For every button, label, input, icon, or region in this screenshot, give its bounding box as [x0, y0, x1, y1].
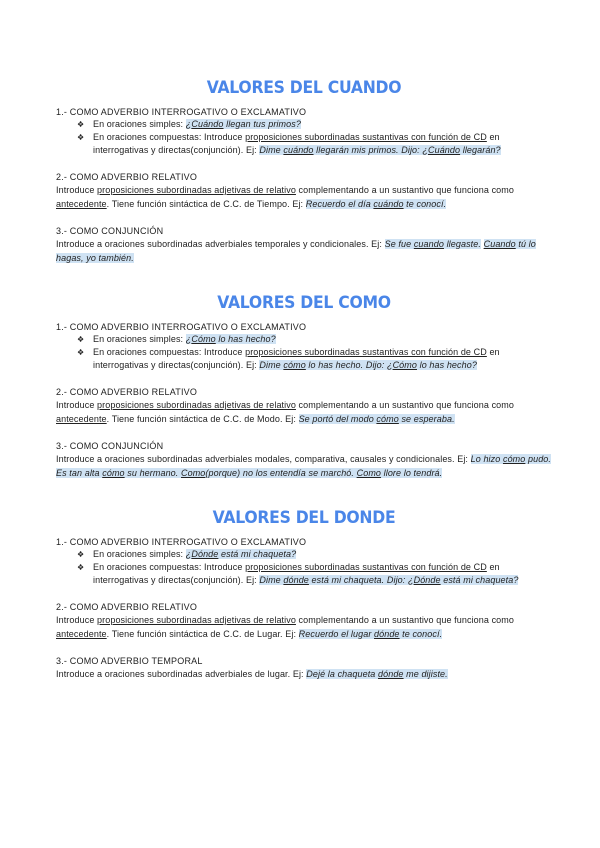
- cuando-item-conjuncion: [56, 225, 552, 265]
- como-item-interrogativo: [56, 321, 552, 372]
- como-item-conjuncion: [56, 440, 552, 480]
- item-paragraph: Introduce a oraciones subordinadas adverbiales modales, comparativa, causales y condicionales. Ej: Lo hizo cómo pudo. Es tan alta cómo su hermano. Como(porque) no los entendía se marchó. Como llore lo tendrá.: [56, 454, 552, 478]
- diamond-bullet-icon: ❖: [77, 550, 85, 559]
- diamond-bullet-icon: ❖: [77, 335, 85, 344]
- diamond-bullet-icon: ❖: [77, 133, 85, 142]
- item-heading: 3.- COMO CONJUNCIÓN: [56, 441, 164, 451]
- item-heading: 1.- COMO ADVERBIO INTERROGATIVO O EXCLAMATIVO: [56, 107, 307, 117]
- diamond-bullet-icon: ❖: [77, 563, 85, 572]
- bullet-list: [56, 118, 552, 157]
- item-paragraph: Introduce a oraciones subordinadas adverbiales de lugar. Ej: Dejé la chaqueta dónde me dijiste.: [56, 669, 448, 679]
- bullet-compuesta: ❖ En oraciones compuestas: Introduce proposiciones subordinadas sustantivas con función de CD en interrogativas y directas(conjunción). Ej: Dime cómo lo has hecho. Dijo: ¿Cómo lo has hecho?: [77, 347, 500, 370]
- cuando-item-relativo: [56, 171, 552, 211]
- item-paragraph: Introduce proposiciones subordinadas adjetivas de relativo complementando a un sustantivo que funciona como antecedente. Tiene función sintáctica de C.C. de Lugar. Ej: Recuerdo el lugar dónde te conocí.: [56, 615, 514, 639]
- como-item-relativo: [56, 386, 552, 426]
- item-heading: 3.- COMO ADVERBIO TEMPORAL: [56, 656, 203, 666]
- bullet-simple: ❖ En oraciones simples: ¿Dónde está mi chaqueta?: [77, 549, 297, 559]
- item-paragraph: Introduce a oraciones subordinadas adverbiales temporales y condicionales. Ej: Se fue cuando llegaste. Cuando tú lo hagas, yo también.: [56, 239, 536, 263]
- cuando-item-interrogativo: [56, 106, 552, 157]
- section-title-cuando: VALORES DEL CUANDO: [206, 78, 402, 98]
- diamond-bullet-icon: ❖: [77, 348, 85, 357]
- bullet-list: [56, 548, 552, 587]
- bullet-list: [56, 333, 552, 372]
- bullet-simple: ❖ En oraciones simples: ¿Cuándo llegan tus primos?: [77, 119, 301, 129]
- document-page: [56, 76, 552, 695]
- bullet-compuesta: ❖ En oraciones compuestas: Introduce proposiciones subordinadas sustantivas con función de CD en interrogativas y directas(conjunción). Ej: Dime cuándo llegarán mis primos. Dijo: ¿Cuándo llegarán?: [77, 132, 501, 155]
- diamond-bullet-icon: ❖: [77, 120, 85, 129]
- section-title-como: VALORES DEL COMO: [217, 293, 391, 313]
- item-heading: 1.- COMO ADVERBIO INTERROGATIVO O EXCLAMATIVO: [56, 537, 307, 547]
- item-heading: 1.- COMO ADVERBIO INTERROGATIVO O EXCLAMATIVO: [56, 322, 307, 332]
- section-title-donde: VALORES DEL DONDE: [212, 508, 396, 528]
- item-paragraph: Introduce proposiciones subordinadas adjetivas de relativo complementando a un sustantivo que funciona como antecedente. Tiene función sintáctica de C.C. de Tiempo. Ej: Recuerdo el día cuándo te conocí.: [56, 185, 514, 209]
- bullet-simple: ❖ En oraciones simples: ¿Cómo lo has hecho?: [77, 334, 276, 344]
- bullet-compuesta: ❖ En oraciones compuestas: Introduce proposiciones subordinadas sustantivas con función de CD en interrogativas y directas(conjunción). Ej: Dime dónde está mi chaqueta. Dijo: ¿Dónde está mi chaqueta?: [77, 562, 519, 585]
- item-heading: 2.- COMO ADVERBIO RELATIVO: [56, 602, 198, 612]
- item-paragraph: Introduce proposiciones subordinadas adjetivas de relativo complementando a un sustantivo que funciona como antecedente. Tiene función sintáctica de C.C. de Modo. Ej: Se portó del modo cómo se esperaba.: [56, 400, 514, 424]
- item-heading: 3.- COMO CONJUNCIÓN: [56, 226, 164, 236]
- donde-item-relativo: [56, 601, 552, 641]
- donde-item-temporal: [56, 655, 552, 681]
- item-heading: 2.- COMO ADVERBIO RELATIVO: [56, 172, 198, 182]
- donde-item-interrogativo: [56, 536, 552, 587]
- item-heading: 2.- COMO ADVERBIO RELATIVO: [56, 387, 198, 397]
